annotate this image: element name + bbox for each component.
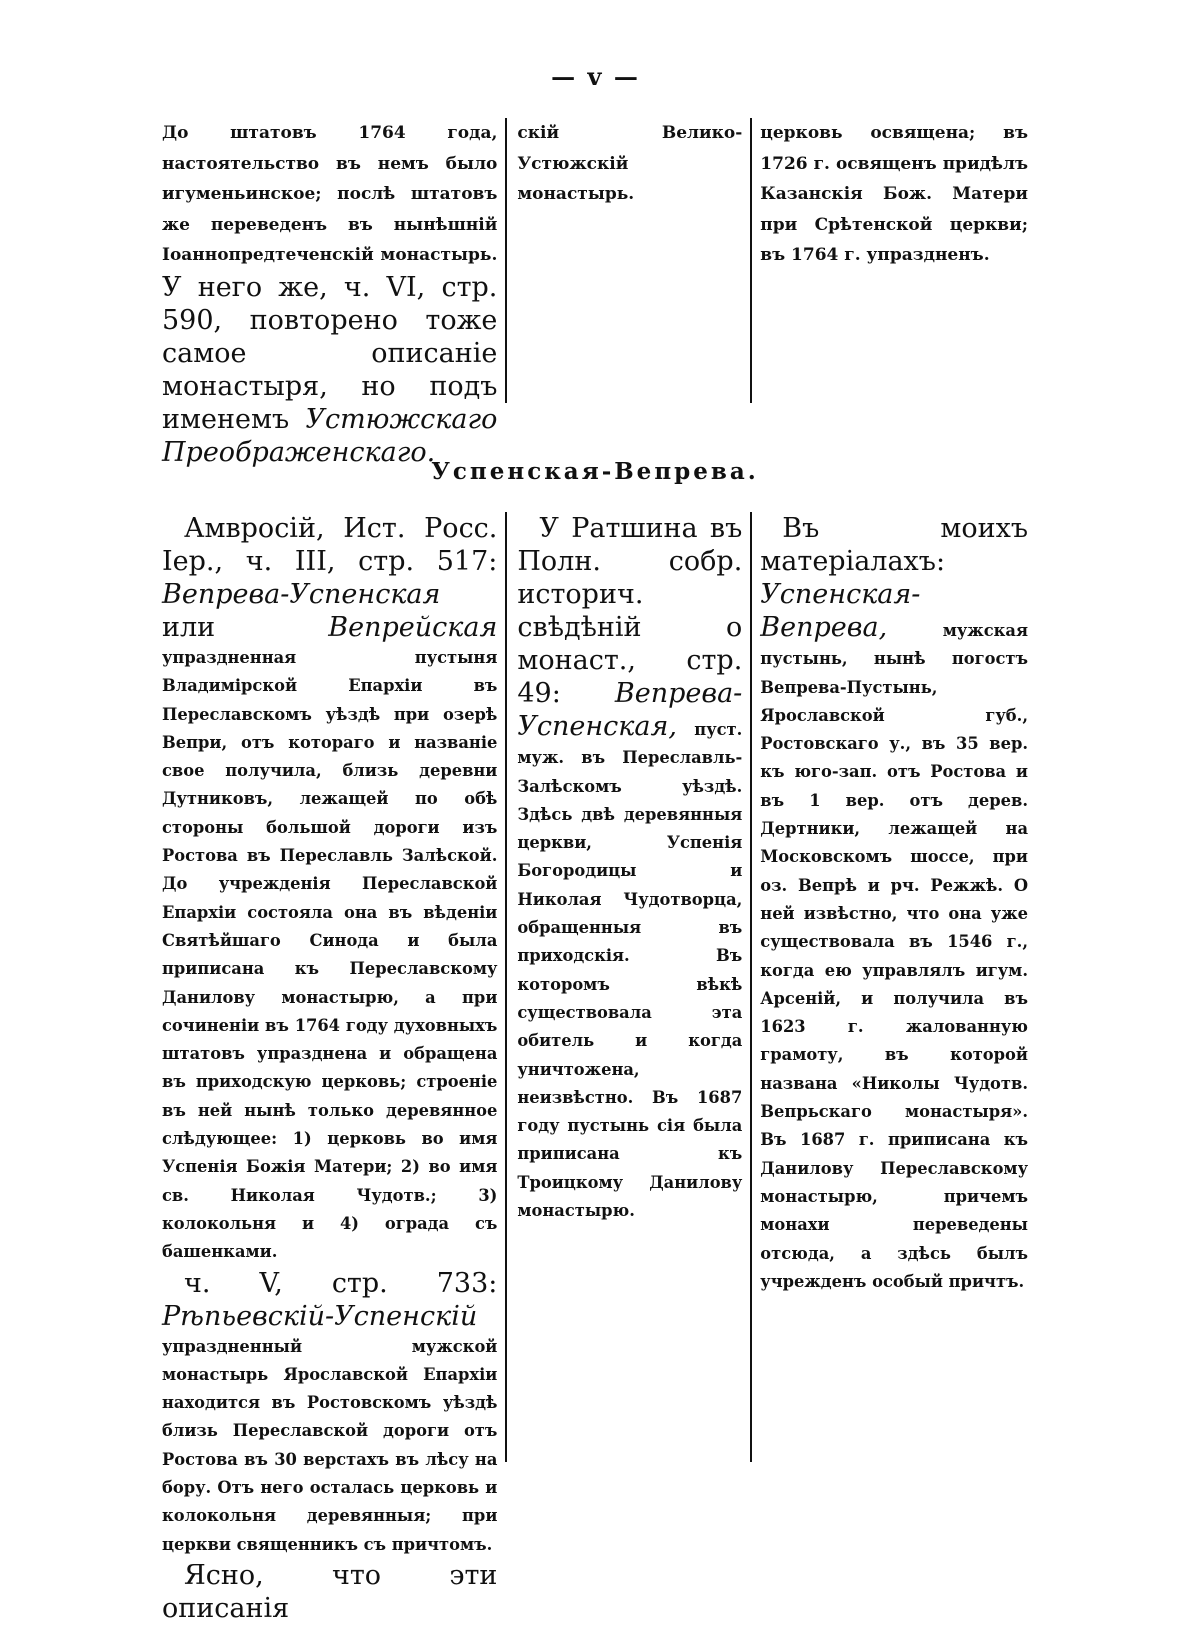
main-col1-p2-small: упраздненный мужской монастырь Ярославской Епархіи находится въ Ростовскомъ уѣздѣ близь Переславской дороги отъ Ростова въ 30 верстахъ въ лѣсу на бору. Отъ него осталась церковь и колокольня деревянныя; при церкви священникъ съ причтомъ. <box>162 1336 498 1554</box>
main-col1-p2-italic: Рѣпьевскій-Успенскій <box>162 1300 478 1332</box>
top-column-1 <box>162 118 505 468</box>
main-col1-p1-mid: или <box>162 612 216 643</box>
section-heading: Успенская-Вепрева. <box>431 458 759 485</box>
main-section <box>162 512 1028 1624</box>
main-col1-p1-small: упраздненная пустыня Владимірской Епархіи въ Переславскомъ уѣздѣ при озерѣ Вепри, отъ котораго и названіе свое получила, близь деревни Дутниковъ, лежащей по обѣ стороны большой дороги изъ Ростова въ Переславль Залѣской. До учрежденія Переславской Епархіи состояла она въ вѣденіи Святѣйшаго Синода и была приписана къ Переславскому Данилову монастырю, а при сочиненіи въ 1764 году духовныхъ штатовъ упразднена и обращена въ приходскую церковь; строеніе въ ней нынѣ только деревянное слѣдующее: 1) церковь во имя Успенія Божія Матери; 2) во имя св. Николая Чудотв.; 3) колокольня и 4) ограда съ башенками. <box>162 648 498 1262</box>
top-col1-small-text: До штатовъ 1764 года, настоятельство въ немъ было игуменьинское; послѣ штатовъ же переведенъ въ нынѣшній Іоаннопредтеченскій монастырь. <box>162 123 498 265</box>
main-col2-paragraph <box>517 512 742 1225</box>
main-column-3 <box>752 512 1028 1462</box>
main-col1-paragraph-2 <box>162 1267 497 1559</box>
main-column-2 <box>507 512 750 1462</box>
main-col1-p1-italic-2: Вепрейская <box>328 612 498 643</box>
main-col1-p1-italic-1: Вепрева-Успенская <box>162 579 441 610</box>
main-col3-italic: Успенская-Вепрева, <box>760 579 921 643</box>
top-column-2 <box>507 118 750 403</box>
top-col3-text: церковь освящена; въ 1726 г. освященъ придѣлъ Казанскія Бож. Матери при Срѣтенской церкви; въ 1764 г. упраздненъ. <box>760 123 1028 265</box>
main-column-1 <box>162 512 505 1624</box>
main-col1-p2-big: ч. V, стр. 733: <box>184 1267 498 1299</box>
top-col1-big-text: У него же, ч. VI, стр. 590, повторено тоже самое описаніе монастыря, но подъ именемъ <box>162 271 498 435</box>
top-section <box>162 118 1028 468</box>
top-col1-text <box>162 118 497 469</box>
main-col2-small: пуст. муж. въ Переславль-Залѣскомъ уѣздѣ. Здѣсь двѣ деревянныя церкви, Успенія Богородицы и Николая Чудотворца, обращенныя въ приходскія. Въ которомъ вѣкѣ существовала эта обитель и когда уничтожена, неизвѣстно. Въ 1687 году пустынь сія была приписана къ Троицкому Данилову монастырю. <box>517 720 743 1221</box>
main-col3-small: мужская пустынь, нынѣ погостъ Вепрева-Пустынь, Ярославской губ., Ростовскаго у., въ 35 вер. къ юго-зап. отъ Ростова и въ 1 вер. отъ дерев. Дертники, лежащей на Московскомъ шоссе, при оз. Вепрѣ и рч. Режжѣ. О ней извѣстно, что она уже существовала въ 1546 г., когда ею управлялъ игум. Арсеній, и получила въ 1623 г. жалованную грамоту, въ которой названа «Николы Чудотв. Вепрьскаго монастыря». Въ 1687 г. приписана къ Данилову Переславскому монастырю, причемъ монахи переведены отсюда, а здѣсь былъ учрежденъ особый причтъ. <box>760 621 1028 1291</box>
main-col1-p1-big: Амвросій, Ист. Росс. Іер., ч. III, стр. 517: <box>162 513 498 577</box>
main-col1-paragraph-3: Ясно, что эти описанія <box>162 1559 498 1624</box>
main-col2-italic: Вепрева-Успенская, <box>517 678 743 742</box>
main-col2-big: У Ратшина въ Полн. собр. историч. свѣдѣній о монаст., стр. 49: <box>517 513 743 709</box>
top-column-3 <box>752 118 1028 403</box>
main-col1-paragraph-1 <box>162 512 497 1267</box>
main-col3-paragraph <box>760 512 1028 1296</box>
page-number: — v — <box>551 62 640 91</box>
top-col1-italic-text: Устюжскаго Преображенскаго. <box>162 403 498 468</box>
top-col2-text: скій Велико-Устюжскій монастырь. <box>517 123 743 204</box>
main-col3-big: Въ моихъ матеріалахъ: <box>760 513 1028 577</box>
